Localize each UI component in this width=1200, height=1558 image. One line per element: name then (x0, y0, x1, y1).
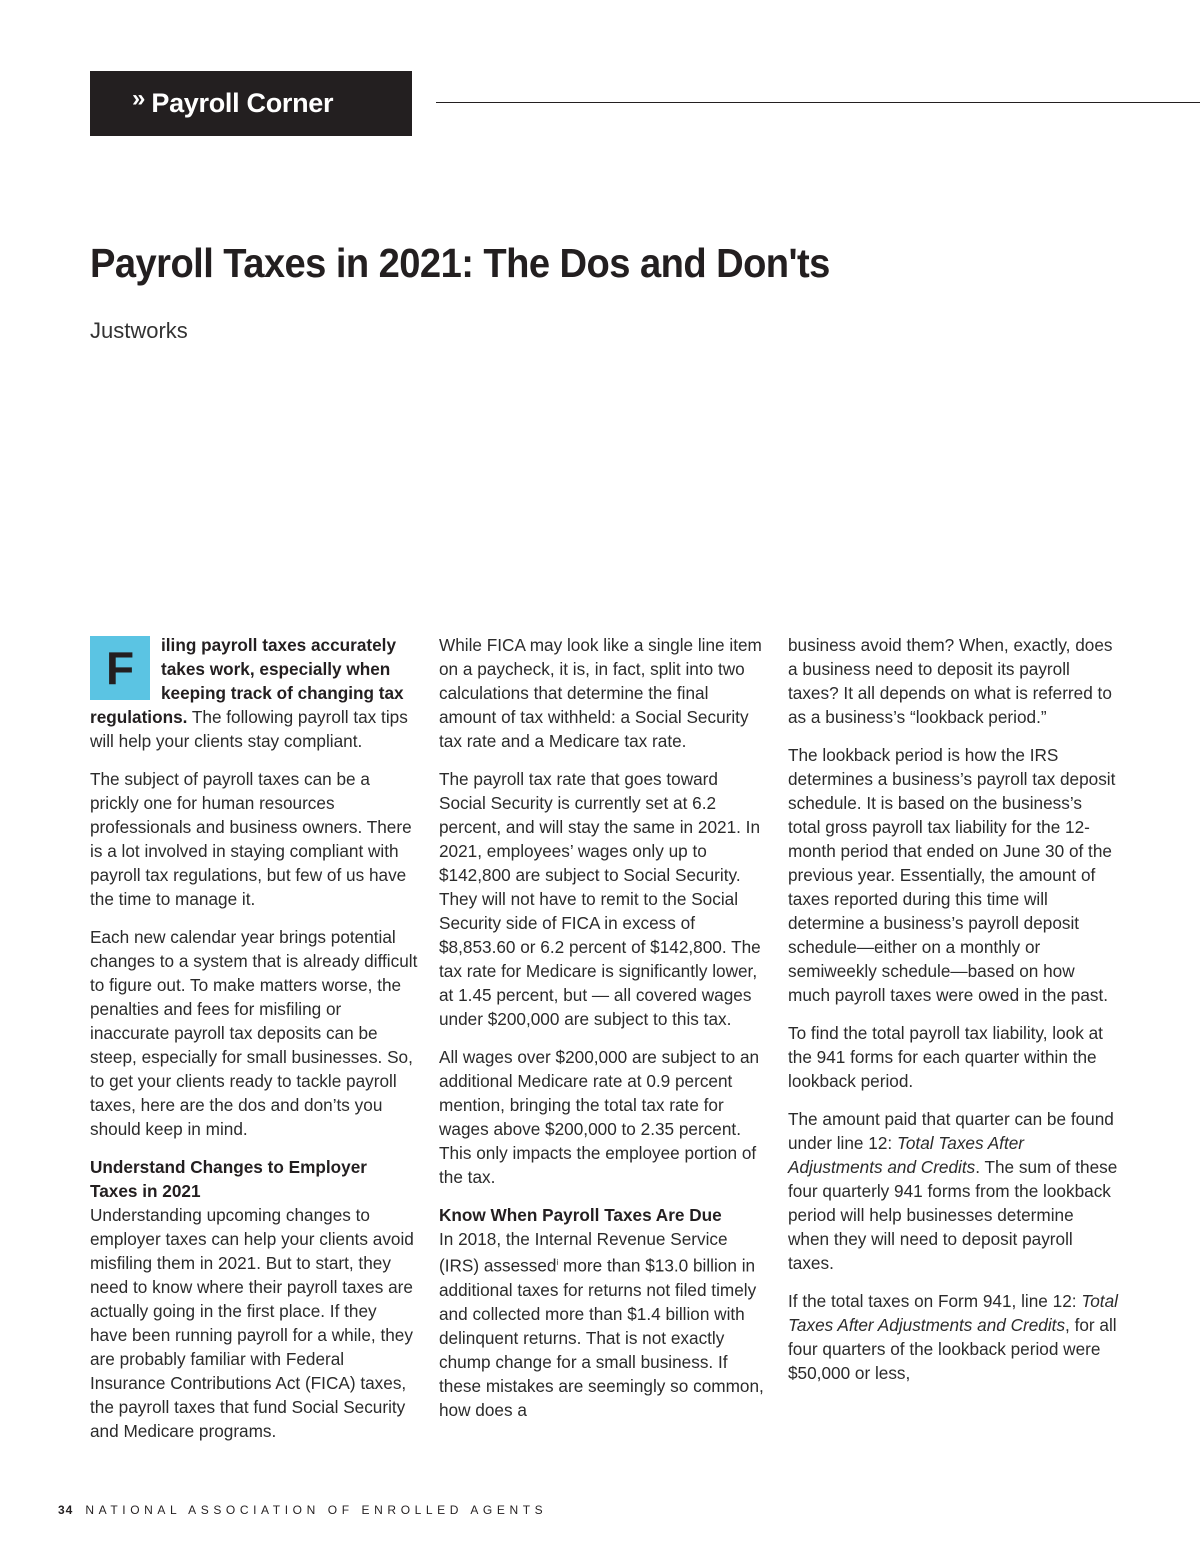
form-line-name: Total Taxes After Adjustments and Credits (788, 1133, 1025, 1177)
paragraph: The lookback period is how the IRS determines a business’s payroll tax deposit schedule. It is based on the business’s total gross payroll tax liability for the 12-month period that ended on June 30 of the previous year. Essentially, the amount of taxes reported during this time will determine a business’s payroll deposit schedule—either on a monthly or semiweekly schedule—based on how much payroll taxes were owed in the past. (788, 745, 1116, 1005)
paragraph-text: . The sum of these four quarterly 941 forms from the lookback period will help businesses determine when they will need to deposit payroll taxes. (788, 1157, 1118, 1273)
paragraph-text: In 2018, the Internal Revenue Service (IRS) assessed (439, 1229, 728, 1276)
section-label: Payroll Corner (151, 88, 334, 118)
article-author: Justworks (90, 318, 188, 343)
paragraph: Each new calendar year brings potential changes to a system that is already difficult to figure out. To make matters worse, the penalties and fees for misfiling or inaccurate payroll tax deposits can be steep, especially for small businesses. So, to get your clients ready to tackle payroll taxes, here are the dos and don’ts you should keep in mind. (90, 927, 418, 1139)
page-number: 34 (58, 1503, 74, 1517)
paragraph: All wages over $200,000 are subject to an additional Medicare rate at 0.9 percent mention, bringing the total tax rate for wages above $200,000 to 2.35 percent. This only impacts the employee portion of the tax. (439, 1047, 760, 1187)
form-line-name: Total Taxes After Adjustments and Credits (788, 1291, 1118, 1335)
paragraph-text: Understanding upcoming changes to employer taxes can help your clients avoid misfiling them in 2021. But to start, they need to know where their payroll taxes are actually going in the first place. If they have been running payroll for a while, they are probably familiar with Federal Insurance Contributions Act (FICA) taxes, the payroll taxes that fund Social Security and Medicare programs. (90, 1205, 414, 1441)
lead-bold-text: iling payroll taxes accurately takes work, especially when keeping track of changing tax regulations. (90, 635, 404, 727)
publication-name: NATIONAL ASSOCIATION OF ENROLLED AGENTS (85, 1503, 548, 1517)
paragraph-text: more than $13.0 billion in additional taxes for returns not filed timely and collected more than $1.4 billion with delinquent returns. That is not exactly chump change for a small business. If these mistakes are seemingly so common, how does a (439, 1255, 764, 1420)
paragraph-text: The amount paid that quarter can be found under line 12: (788, 1109, 1114, 1153)
column-3 (788, 633, 1118, 1399)
paragraph: While FICA may look like a single line item on a paycheck, it is, in fact, split into two calculations that determine the final amount of tax withheld: a Social Security tax rate and a Medicare tax rate. (439, 635, 762, 751)
paragraph: business avoid them? When, exactly, does a business need to deposit its payroll taxes? It all depends on what is referred to as a business’s “lookback period.” (788, 635, 1113, 727)
header-rule (436, 102, 1200, 103)
lead-paragraph (90, 633, 418, 753)
paragraph: The subject of payroll taxes can be a prickly one for human resources professionals and business owners. There is a lot involved in staying compliant with payroll tax regulations, but few of us have the time to manage it. (90, 769, 412, 909)
lead-text: The following payroll tax tips will help your clients stay compliant. (90, 707, 408, 751)
paragraph (788, 1107, 1118, 1275)
footnote-marker: i (556, 1258, 559, 1267)
article-title: Payroll Taxes in 2021: The Dos and Don'ts (90, 240, 830, 286)
paragraph-text: , for all four quarters of the lookback period were $50,000 or less, (788, 1315, 1117, 1383)
paragraph-with-subhead (439, 1203, 769, 1422)
chevron-icon: » (132, 84, 146, 112)
paragraph (788, 1289, 1118, 1385)
subheading: Know When Payroll Taxes Are Due (439, 1205, 722, 1225)
subheading: Understand Changes to Employer Taxes in 2021 (90, 1157, 367, 1201)
column-1 (90, 633, 418, 1457)
paragraph-with-subhead (90, 1155, 418, 1443)
column-2 (439, 633, 769, 1436)
paragraph-text: If the total taxes on Form 941, line 12: (788, 1291, 1082, 1311)
drop-cap: F (90, 636, 150, 700)
paragraph: The payroll tax rate that goes toward Social Security is currently set at 6.2 percent, and will stay the same in 2021. In 2021, employees’ wages only up to $142,800 are subject to Social Security. They will not have to remit to the Social Security side of FICA in excess of $8,853.60 or 6.2 percent of $142,800. The tax rate for Medicare is significantly lower, at 1.45 percent, but — all covered wages under $200,000 are subject to this tax. (439, 769, 761, 1029)
paragraph: To find the total payroll tax liability, look at the 941 forms for each quarter within the lookback period. (788, 1023, 1103, 1091)
section-tab (90, 71, 412, 136)
page-footer (58, 1503, 547, 1517)
